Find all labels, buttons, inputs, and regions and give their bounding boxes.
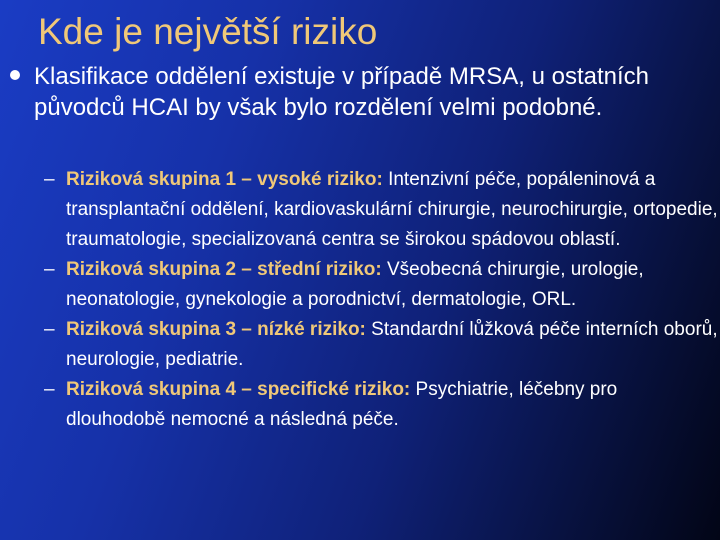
slide-title: Kde je největší riziko	[38, 11, 378, 52]
risk-group-heading: Riziková skupina 4 – specifické riziko:	[66, 379, 411, 400]
risk-group-heading: Riziková skupina 2 – střední riziko:	[66, 259, 382, 280]
risk-group-text: Intenzivní péče, popáleninová a transplantační oddělení, kardiovaskulární chirurgie, neurochirurgie, ortopedie, traumatologie, specializovaná centra se širokou spádovou oblastí.	[66, 169, 718, 250]
risk-group-text: Všeobecná chirurgie, urologie, neonatologie, gynekologie a porodnictví, dermatologie, ORL.	[66, 259, 644, 310]
risk-group-item-3	[44, 315, 718, 375]
dash-icon: –	[44, 319, 55, 340]
risk-group-text: Standardní lůžková péče interních oborů, neurologie, pediatrie.	[66, 319, 718, 370]
risk-group-heading: Riziková skupina 1 – vysoké riziko:	[66, 169, 383, 190]
main-bullet-text: Klasifikace oddělení existuje v případě MRSA, u ostatních původců HCAI by však bylo rozdělení velmi podobné.	[34, 63, 649, 121]
main-bullet	[10, 61, 700, 123]
risk-group-item-2	[44, 255, 718, 315]
risk-group-text: Psychiatrie, léčebny pro dlouhodobě nemocné a následná péče.	[66, 379, 618, 430]
risk-group-item-1	[44, 165, 718, 255]
risk-group-list	[44, 165, 718, 435]
risk-group-heading: Riziková skupina 3 – nízké riziko:	[66, 319, 366, 340]
risk-group-item-4	[44, 375, 718, 435]
bullet-dot-icon	[10, 70, 20, 80]
dash-icon: –	[44, 169, 55, 190]
dash-icon: –	[44, 379, 55, 400]
dash-icon: –	[44, 259, 55, 280]
